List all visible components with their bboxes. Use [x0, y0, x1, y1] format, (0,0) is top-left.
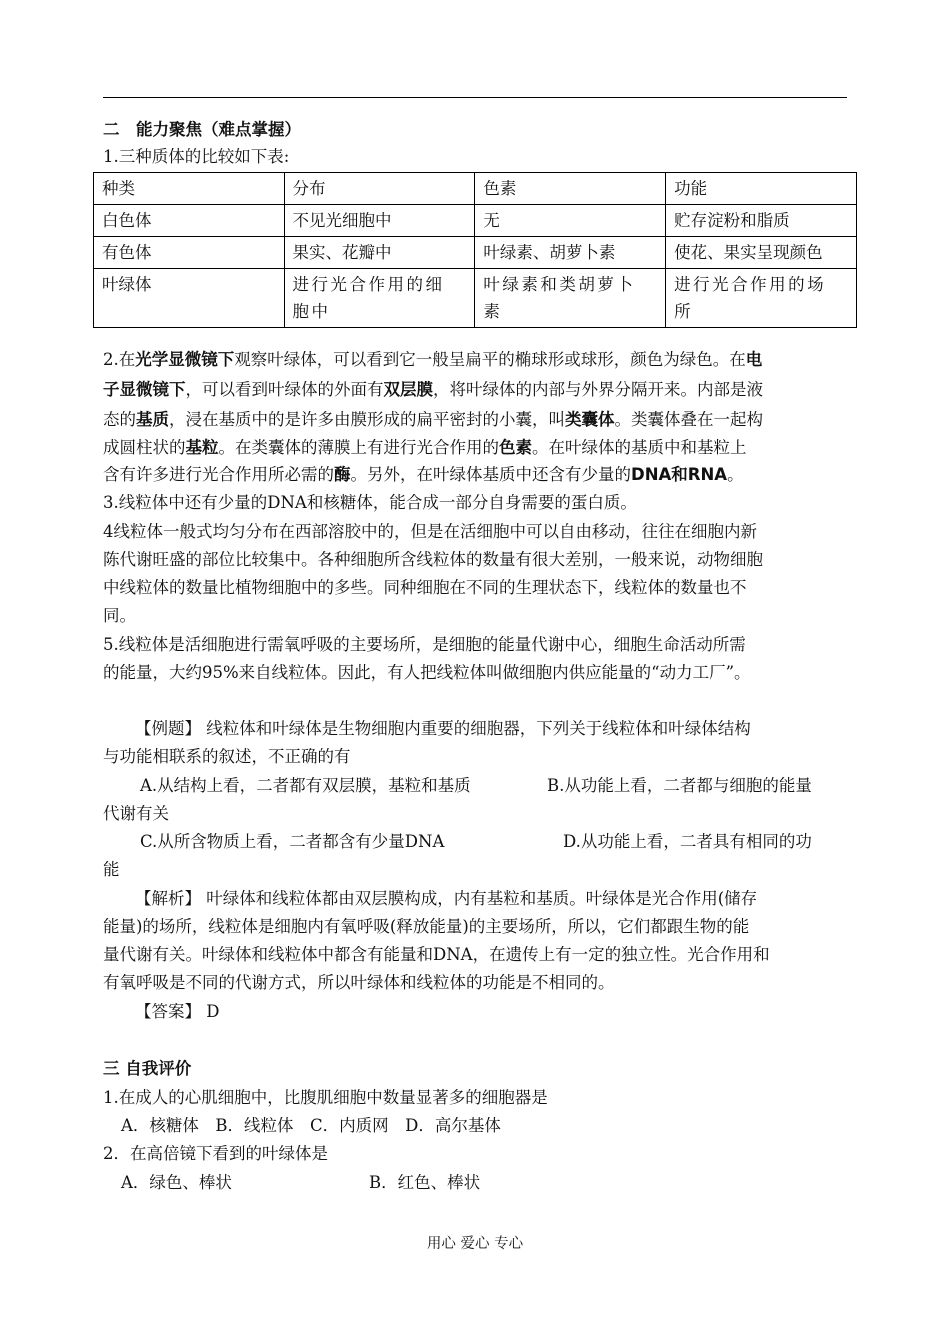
- table-cell: 使花、果实呈现颜色: [666, 237, 857, 269]
- cell-line: 所: [674, 302, 694, 321]
- table-cell: [666, 269, 857, 328]
- text: 。类囊体叠在一起构: [614, 410, 763, 429]
- text: 。: [727, 465, 744, 484]
- option-b: B.从功能上看，二者都与细胞的能量: [547, 776, 812, 795]
- text: 。在类囊体的薄膜上有进行光合作用的: [218, 438, 499, 457]
- table-cell: 白色体: [94, 205, 285, 237]
- para4-line: 4线粒体一般式均匀分布在西部溶胶中的，但是在活细胞中可以自由移动，往往在细胞内新: [103, 522, 757, 541]
- table-header-cell: 种类: [94, 173, 285, 205]
- text: 。在叶绿体的基质中和基粒上: [532, 438, 747, 457]
- table-cell: 叶绿体: [94, 269, 285, 328]
- emphasis: 光学显微镜下: [135, 350, 235, 369]
- emphasis: 双层膜: [383, 380, 433, 399]
- answer: 【答案】 D: [135, 1002, 220, 1021]
- cell-line: 叶绿素和类胡萝卜: [483, 275, 636, 294]
- question-1-options: A．核糖体 B．线粒体 C．内质网 D．高尔基体: [121, 1116, 501, 1135]
- table-row: [94, 237, 857, 269]
- emphasis: 基粒: [185, 438, 219, 457]
- table-cell: 叶绿素、胡萝卜素: [475, 237, 666, 269]
- para4-line: 陈代谢旺盛的部位比较集中。各种细胞所含线粒体的数量有很大差别，一般来说，动物细胞: [103, 550, 763, 569]
- para2-line: [103, 463, 744, 487]
- section3-heading: 三 自我评价: [103, 1059, 192, 1078]
- cell-line: 进行光合作用的细: [292, 275, 445, 294]
- table-header-cell: 分布: [284, 173, 475, 205]
- emphasis: 电: [745, 350, 763, 369]
- table-row: [94, 269, 857, 328]
- emphasis: 色素: [499, 438, 532, 457]
- para5-line: 的能量，大约95%来自线粒体。因此，有人把线粒体叫做细胞内供应能量的“动力工厂”。: [103, 663, 751, 682]
- option-d-cont: 能: [103, 860, 120, 879]
- text: 观察叶绿体，可以看到它一般呈扁平的椭球形或球形，颜色为绿色。在: [234, 350, 746, 369]
- table-header-cell: 色素: [475, 173, 666, 205]
- para3: 3.线粒体中还有少量的DNA和核糖体，能合成一部分自身需要的蛋白质。: [103, 493, 637, 512]
- analysis-line: 量代谢有关。叶绿体和线粒体中都含有能量和DNA，在遗传上有一定的独立性。光合作用和: [103, 945, 770, 964]
- table-intro: 1.三种质体的比较如下表:: [103, 147, 290, 166]
- header-rule: [103, 97, 847, 98]
- emphasis: 酶: [334, 465, 351, 484]
- question-2-option-a: A．绿色、棒状: [121, 1173, 232, 1192]
- emphasis: DNA和RNA: [631, 465, 728, 484]
- cell-line: 素: [483, 302, 503, 321]
- text: 2.在: [103, 350, 136, 369]
- option-b-cont: 代谢有关: [103, 804, 169, 823]
- table-cell: 不见光细胞中: [284, 205, 475, 237]
- plastid-table: [93, 172, 857, 328]
- emphasis: 类囊体: [565, 410, 615, 429]
- example-question: 【例题】 线粒体和叶绿体是生物细胞内重要的细胞器，下列关于线粒体和叶绿体结构: [135, 719, 751, 738]
- question-1: 1.在成人的心肌细胞中，比腹肌细胞中数量显著多的细胞器是: [103, 1088, 548, 1107]
- para2-line: [103, 378, 763, 402]
- table-row: [94, 205, 857, 237]
- analysis-line: 【解析】 叶绿体和线粒体都由双层膜构成，内有基粒和基质。叶绿体是光合作用(储存: [135, 889, 758, 908]
- table-cell: 贮存淀粉和脂质: [666, 205, 857, 237]
- text: 含有许多进行光合作用所必需的: [103, 465, 334, 484]
- emphasis: 基质: [136, 410, 169, 429]
- para2-line: [103, 408, 763, 432]
- table-cell: 果实、花瓣中: [284, 237, 475, 269]
- text: 态的: [103, 410, 136, 429]
- question-2-option-b: B．红色、棒状: [369, 1173, 481, 1192]
- para2-line: [103, 348, 762, 372]
- text: ，可以看到叶绿体的外面有: [185, 380, 384, 399]
- option-a: A.从结构上看，二者都有双层膜，基粒和基质: [140, 776, 471, 795]
- question-2: 2．在高倍镜下看到的叶绿体是: [103, 1144, 328, 1163]
- cell-line: 进行光合作用的场: [674, 275, 827, 294]
- table-header-cell: 功能: [666, 173, 857, 205]
- table-cell: [475, 269, 666, 328]
- table-cell: 无: [475, 205, 666, 237]
- analysis-line: 能量)的场所，线粒体是细胞内有氧呼吸(释放能量)的主要场所，所以，它们都跟生物的能: [103, 917, 750, 936]
- option-d: D.从功能上看，二者具有相同的功: [563, 832, 812, 851]
- cell-line: 胞中: [292, 302, 331, 321]
- option-c: C.从所含物质上看，二者都含有少量DNA: [140, 832, 445, 851]
- para5-line: 5.线粒体是活细胞进行需氧呼吸的主要场所，是细胞的能量代谢中心，细胞生命活动所需: [103, 635, 746, 654]
- table-cell: [284, 269, 475, 328]
- para4-line: 同。: [103, 606, 136, 625]
- para4-line: 中线粒体的数量比植物细胞中的多些。同种细胞在不同的生理状态下，线粒体的数量也不: [103, 578, 747, 597]
- table-header-row: [94, 173, 857, 205]
- para2-line: [103, 436, 747, 460]
- example-question: 与功能相联系的叙述，不正确的有: [103, 747, 351, 766]
- text: 。另外，在叶绿体基质中还含有少量的: [350, 465, 631, 484]
- section2-heading: 二 能力聚焦（难点掌握）: [103, 120, 301, 139]
- text: ，将叶绿体的内部与外界分隔开来。内部是液: [433, 380, 763, 399]
- text: ，浸在基质中的是许多由膜形成的扁平密封的小囊，叫: [169, 410, 565, 429]
- page-footer: 用心 爱心 专心: [426, 1236, 524, 1252]
- analysis-line: 有氧呼吸是不同的代谢方式，所以叶绿体和线粒体的功能是不相同的。: [103, 973, 615, 992]
- table-cell: 有色体: [94, 237, 285, 269]
- text: 成圆柱状的: [103, 438, 186, 457]
- emphasis: 子显微镜下: [103, 380, 186, 399]
